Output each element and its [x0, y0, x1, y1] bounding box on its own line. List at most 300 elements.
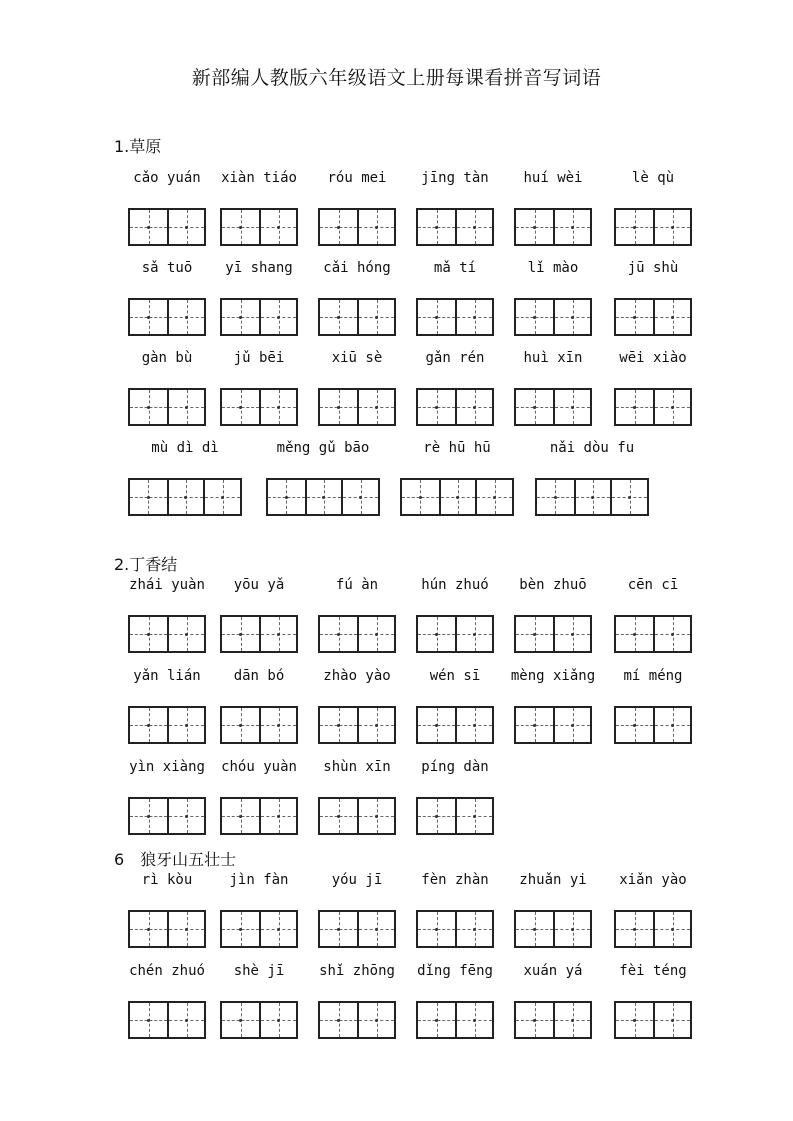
- pinyin-label: gǎn rén: [425, 350, 485, 366]
- center-dot: [633, 633, 636, 636]
- character-cell[interactable]: [357, 390, 394, 424]
- center-dot: [473, 1019, 476, 1022]
- center-dot: [435, 815, 438, 818]
- character-cell[interactable]: [222, 390, 259, 424]
- character-cell[interactable]: [455, 1003, 492, 1037]
- center-dot: [337, 633, 340, 636]
- character-cell[interactable]: [222, 708, 259, 742]
- character-cell[interactable]: [653, 390, 690, 424]
- character-cell[interactable]: [320, 390, 357, 424]
- character-cell[interactable]: [653, 210, 690, 244]
- section-heading: 2.丁香结: [114, 555, 178, 574]
- center-dot: [185, 815, 188, 818]
- writing-grid[interactable]: [416, 706, 494, 744]
- center-dot: [473, 316, 476, 319]
- character-cell[interactable]: [455, 390, 492, 424]
- pinyin-label: xuán yá: [523, 963, 583, 979]
- pinyin-label: cǎi hóng: [323, 260, 391, 276]
- character-cell[interactable]: [537, 480, 574, 514]
- writing-grid[interactable]: [128, 208, 206, 246]
- character-cell[interactable]: [455, 210, 492, 244]
- center-dot: [375, 1019, 378, 1022]
- writing-grid[interactable]: [514, 388, 592, 426]
- pinyin-label: yìn xiàng: [129, 759, 205, 775]
- center-dot: [375, 226, 378, 229]
- pinyin-label: hún zhuó: [421, 577, 489, 593]
- center-dot: [337, 406, 340, 409]
- character-cell[interactable]: [320, 1003, 357, 1037]
- center-dot: [473, 633, 476, 636]
- pinyin-label: fú àn: [335, 577, 379, 593]
- center-dot: [147, 226, 150, 229]
- center-dot: [533, 1019, 536, 1022]
- pinyin-label: sǎ tuō: [141, 260, 193, 276]
- character-cell[interactable]: [130, 912, 167, 946]
- center-dot: [533, 724, 536, 727]
- center-dot: [633, 406, 636, 409]
- center-dot: [239, 815, 242, 818]
- character-cell[interactable]: [167, 1003, 204, 1037]
- center-dot: [435, 226, 438, 229]
- pinyin-label: shè jī: [233, 963, 285, 979]
- character-cell[interactable]: [516, 708, 553, 742]
- center-dot: [239, 316, 242, 319]
- character-cell[interactable]: [320, 912, 357, 946]
- character-cell[interactable]: [653, 912, 690, 946]
- character-cell[interactable]: [653, 300, 690, 334]
- writing-grid[interactable]: [416, 797, 494, 835]
- character-cell[interactable]: [320, 708, 357, 742]
- character-cell[interactable]: [553, 617, 590, 651]
- character-cell[interactable]: [130, 1003, 167, 1037]
- center-dot: [571, 316, 574, 319]
- center-dot: [239, 406, 242, 409]
- writing-grid[interactable]: [416, 910, 494, 948]
- writing-grid[interactable]: [128, 298, 206, 336]
- center-dot: [239, 928, 242, 931]
- pinyin-label: zhuǎn yi: [519, 872, 587, 888]
- writing-grid[interactable]: [416, 298, 494, 336]
- pinyin-label: jìn fàn: [229, 872, 289, 888]
- character-cell[interactable]: [259, 210, 296, 244]
- character-cell[interactable]: [455, 300, 492, 334]
- character-cell[interactable]: [222, 1003, 259, 1037]
- writing-grid[interactable]: [318, 615, 396, 653]
- pinyin-label: wēi xiào: [619, 350, 687, 366]
- writing-grid[interactable]: [220, 298, 298, 336]
- pinyin-label: mǎ tí: [433, 260, 477, 276]
- center-dot: [554, 496, 557, 499]
- character-cell[interactable]: [259, 1003, 296, 1037]
- pinyin-label: jū shù: [627, 260, 679, 276]
- character-cell[interactable]: [402, 480, 439, 514]
- writing-grid[interactable]: [220, 615, 298, 653]
- writing-grid[interactable]: [220, 208, 298, 246]
- center-dot: [147, 724, 150, 727]
- character-cell[interactable]: [130, 480, 167, 514]
- center-dot: [375, 633, 378, 636]
- center-dot: [239, 633, 242, 636]
- writing-grid[interactable]: [318, 388, 396, 426]
- character-cell[interactable]: [516, 617, 553, 651]
- writing-grid[interactable]: [220, 706, 298, 744]
- writing-grid[interactable]: [318, 1001, 396, 1039]
- character-cell[interactable]: [167, 799, 204, 833]
- character-cell[interactable]: [203, 480, 240, 514]
- writing-grid[interactable]: [514, 1001, 592, 1039]
- writing-grid[interactable]: [416, 388, 494, 426]
- writing-grid[interactable]: [128, 478, 242, 516]
- character-cell[interactable]: [418, 912, 455, 946]
- writing-grid[interactable]: [220, 910, 298, 948]
- center-dot: [671, 1019, 674, 1022]
- pinyin-label: dān bó: [233, 668, 285, 684]
- center-dot: [277, 226, 280, 229]
- center-dot: [633, 928, 636, 931]
- center-dot: [337, 1019, 340, 1022]
- center-dot: [671, 928, 674, 931]
- character-cell[interactable]: [475, 480, 512, 514]
- character-cell[interactable]: [616, 390, 653, 424]
- pinyin-label: mù dì dì: [151, 440, 219, 456]
- character-cell[interactable]: [616, 300, 653, 334]
- center-dot: [633, 724, 636, 727]
- character-cell[interactable]: [516, 210, 553, 244]
- character-cell[interactable]: [357, 617, 394, 651]
- writing-grid[interactable]: [514, 615, 592, 653]
- center-dot: [375, 406, 378, 409]
- character-cell[interactable]: [130, 390, 167, 424]
- character-cell[interactable]: [653, 617, 690, 651]
- pinyin-label: bèn zhuō: [519, 577, 587, 593]
- writing-grid[interactable]: [400, 478, 514, 516]
- center-dot: [633, 1019, 636, 1022]
- character-cell[interactable]: [357, 708, 394, 742]
- character-cell[interactable]: [305, 480, 342, 514]
- center-dot: [185, 633, 188, 636]
- character-cell[interactable]: [259, 912, 296, 946]
- pinyin-label: shùn xīn: [323, 759, 391, 775]
- center-dot: [473, 928, 476, 931]
- character-cell[interactable]: [167, 300, 204, 334]
- pinyin-label: róu mei: [327, 170, 387, 186]
- pinyin-label: chén zhuó: [129, 963, 205, 979]
- writing-grid[interactable]: [614, 1001, 692, 1039]
- character-cell[interactable]: [357, 210, 394, 244]
- writing-grid[interactable]: [514, 298, 592, 336]
- center-dot: [633, 316, 636, 319]
- character-cell[interactable]: [320, 300, 357, 334]
- character-cell[interactable]: [516, 390, 553, 424]
- pinyin-label: cǎo yuán: [133, 170, 201, 186]
- character-cell[interactable]: [341, 480, 378, 514]
- writing-grid[interactable]: [220, 1001, 298, 1039]
- character-cell[interactable]: [616, 210, 653, 244]
- character-cell[interactable]: [167, 480, 204, 514]
- character-cell[interactable]: [222, 912, 259, 946]
- character-cell[interactable]: [259, 390, 296, 424]
- writing-grid[interactable]: [266, 478, 380, 516]
- character-cell[interactable]: [418, 300, 455, 334]
- writing-grid[interactable]: [416, 1001, 494, 1039]
- writing-grid[interactable]: [128, 615, 206, 653]
- section-heading: 6 狼牙山五壮士: [114, 850, 237, 869]
- pinyin-label: yǎn lián: [133, 668, 201, 684]
- character-cell[interactable]: [553, 390, 590, 424]
- center-dot: [277, 316, 280, 319]
- writing-grid[interactable]: [514, 208, 592, 246]
- pinyin-label: shǐ zhōng: [319, 963, 395, 979]
- center-dot: [633, 226, 636, 229]
- center-dot: [239, 226, 242, 229]
- character-cell[interactable]: [259, 799, 296, 833]
- writing-grid[interactable]: [535, 478, 649, 516]
- character-cell[interactable]: [222, 617, 259, 651]
- center-dot: [533, 226, 536, 229]
- character-cell[interactable]: [259, 708, 296, 742]
- writing-grid[interactable]: [318, 706, 396, 744]
- center-dot: [671, 406, 674, 409]
- writing-grid[interactable]: [128, 797, 206, 835]
- center-dot: [493, 496, 496, 499]
- character-cell[interactable]: [130, 300, 167, 334]
- center-dot: [533, 406, 536, 409]
- center-dot: [147, 928, 150, 931]
- center-dot: [277, 928, 280, 931]
- center-dot: [277, 815, 280, 818]
- character-cell[interactable]: [616, 708, 653, 742]
- center-dot: [571, 1019, 574, 1022]
- writing-grid[interactable]: [318, 797, 396, 835]
- writing-grid[interactable]: [318, 910, 396, 948]
- character-cell[interactable]: [259, 300, 296, 334]
- center-dot: [375, 815, 378, 818]
- character-cell[interactable]: [167, 708, 204, 742]
- character-cell[interactable]: [222, 210, 259, 244]
- center-dot: [277, 724, 280, 727]
- character-cell[interactable]: [130, 617, 167, 651]
- center-dot: [473, 724, 476, 727]
- writing-grid[interactable]: [318, 298, 396, 336]
- center-dot: [671, 633, 674, 636]
- character-cell[interactable]: [357, 912, 394, 946]
- character-cell[interactable]: [418, 390, 455, 424]
- character-cell[interactable]: [616, 1003, 653, 1037]
- pinyin-label: fèn zhàn: [421, 872, 489, 888]
- character-cell[interactable]: [516, 912, 553, 946]
- writing-grid[interactable]: [614, 910, 692, 948]
- writing-grid[interactable]: [220, 388, 298, 426]
- center-dot: [285, 496, 288, 499]
- center-dot: [571, 633, 574, 636]
- pinyin-label: píng dàn: [421, 759, 489, 775]
- center-dot: [628, 496, 631, 499]
- character-cell[interactable]: [455, 708, 492, 742]
- center-dot: [473, 815, 476, 818]
- pinyin-label: huí wèi: [523, 170, 583, 186]
- pinyin-label: lǐ mào: [527, 260, 579, 276]
- center-dot: [375, 724, 378, 727]
- center-dot: [185, 226, 188, 229]
- center-dot: [221, 496, 224, 499]
- center-dot: [239, 1019, 242, 1022]
- character-cell[interactable]: [455, 617, 492, 651]
- character-cell[interactable]: [455, 799, 492, 833]
- character-cell[interactable]: [167, 912, 204, 946]
- pinyin-label: huì xīn: [523, 350, 583, 366]
- center-dot: [337, 928, 340, 931]
- pinyin-label: lè qù: [631, 170, 675, 186]
- center-dot: [239, 724, 242, 727]
- character-cell[interactable]: [553, 708, 590, 742]
- center-dot: [435, 724, 438, 727]
- writing-grid[interactable]: [128, 910, 206, 948]
- pinyin-label: xiū sè: [331, 350, 383, 366]
- pinyin-label: nǎi dòu fu: [549, 440, 635, 456]
- writing-grid[interactable]: [220, 797, 298, 835]
- center-dot: [337, 226, 340, 229]
- center-dot: [147, 633, 150, 636]
- pinyin-label: yī shang: [225, 260, 293, 276]
- page-title: 新部编人教版六年级语文上册每课看拼音写词语: [191, 67, 602, 89]
- character-cell[interactable]: [418, 708, 455, 742]
- pinyin-label: rè hū hū: [423, 440, 491, 456]
- center-dot: [571, 406, 574, 409]
- character-cell[interactable]: [574, 480, 611, 514]
- character-cell[interactable]: [130, 799, 167, 833]
- character-cell[interactable]: [320, 210, 357, 244]
- center-dot: [337, 815, 340, 818]
- center-dot: [435, 633, 438, 636]
- center-dot: [533, 316, 536, 319]
- character-cell[interactable]: [653, 1003, 690, 1037]
- center-dot: [419, 496, 422, 499]
- character-cell[interactable]: [320, 617, 357, 651]
- center-dot: [147, 815, 150, 818]
- center-dot: [435, 316, 438, 319]
- center-dot: [571, 226, 574, 229]
- character-cell[interactable]: [616, 912, 653, 946]
- pinyin-label: jǔ bēi: [233, 350, 285, 366]
- character-cell[interactable]: [616, 617, 653, 651]
- character-cell[interactable]: [268, 480, 305, 514]
- center-dot: [147, 496, 150, 499]
- center-dot: [359, 496, 362, 499]
- character-cell[interactable]: [357, 300, 394, 334]
- pinyin-label: měng gǔ bāo: [276, 440, 370, 456]
- pinyin-label: mí méng: [623, 668, 683, 684]
- center-dot: [671, 724, 674, 727]
- character-cell[interactable]: [418, 617, 455, 651]
- character-cell[interactable]: [653, 708, 690, 742]
- character-cell[interactable]: [553, 912, 590, 946]
- writing-grid[interactable]: [614, 706, 692, 744]
- writing-grid[interactable]: [514, 706, 592, 744]
- character-cell[interactable]: [553, 1003, 590, 1037]
- center-dot: [473, 226, 476, 229]
- pinyin-label: zhái yuàn: [129, 577, 205, 593]
- center-dot: [147, 316, 150, 319]
- center-dot: [435, 928, 438, 931]
- pinyin-label: zhào yào: [323, 668, 391, 684]
- pinyin-label: jīng tàn: [421, 170, 489, 186]
- character-cell[interactable]: [553, 300, 590, 334]
- pinyin-label: rì kòu: [141, 872, 193, 888]
- character-cell[interactable]: [222, 300, 259, 334]
- center-dot: [671, 226, 674, 229]
- center-dot: [533, 928, 536, 931]
- writing-grid[interactable]: [416, 208, 494, 246]
- character-cell[interactable]: [418, 210, 455, 244]
- character-cell[interactable]: [130, 210, 167, 244]
- center-dot: [185, 406, 188, 409]
- writing-grid[interactable]: [614, 208, 692, 246]
- pinyin-label: cēn cī: [627, 577, 679, 593]
- character-cell[interactable]: [130, 708, 167, 742]
- character-cell[interactable]: [167, 210, 204, 244]
- pinyin-label: gàn bù: [141, 350, 193, 366]
- character-cell[interactable]: [357, 799, 394, 833]
- writing-grid[interactable]: [128, 1001, 206, 1039]
- center-dot: [375, 928, 378, 931]
- character-cell[interactable]: [357, 1003, 394, 1037]
- character-cell[interactable]: [222, 799, 259, 833]
- writing-grid[interactable]: [614, 615, 692, 653]
- pinyin-label: yōu yǎ: [233, 577, 285, 593]
- character-cell[interactable]: [320, 799, 357, 833]
- center-dot: [337, 724, 340, 727]
- character-cell[interactable]: [259, 617, 296, 651]
- writing-grid[interactable]: [614, 388, 692, 426]
- writing-grid[interactable]: [128, 706, 206, 744]
- center-dot: [435, 1019, 438, 1022]
- pinyin-label: mèng xiǎng: [510, 668, 596, 684]
- pinyin-label: fèi téng: [619, 963, 687, 979]
- center-dot: [185, 928, 188, 931]
- center-dot: [337, 316, 340, 319]
- center-dot: [473, 406, 476, 409]
- center-dot: [571, 724, 574, 727]
- character-cell[interactable]: [516, 1003, 553, 1037]
- writing-grid[interactable]: [318, 208, 396, 246]
- writing-grid[interactable]: [416, 615, 494, 653]
- center-dot: [277, 1019, 280, 1022]
- center-dot: [671, 316, 674, 319]
- center-dot: [571, 928, 574, 931]
- character-cell[interactable]: [455, 912, 492, 946]
- character-cell[interactable]: [439, 480, 476, 514]
- writing-grid[interactable]: [514, 910, 592, 948]
- character-cell[interactable]: [167, 617, 204, 651]
- character-cell[interactable]: [167, 390, 204, 424]
- pinyin-label: dǐng fēng: [417, 963, 493, 979]
- pinyin-label: xiǎn yào: [619, 872, 687, 888]
- center-dot: [147, 1019, 150, 1022]
- character-cell[interactable]: [418, 1003, 455, 1037]
- character-cell[interactable]: [516, 300, 553, 334]
- character-cell[interactable]: [418, 799, 455, 833]
- center-dot: [277, 406, 280, 409]
- center-dot: [375, 316, 378, 319]
- writing-grid[interactable]: [614, 298, 692, 336]
- character-cell[interactable]: [610, 480, 647, 514]
- character-cell[interactable]: [553, 210, 590, 244]
- writing-grid[interactable]: [128, 388, 206, 426]
- center-dot: [147, 406, 150, 409]
- center-dot: [185, 724, 188, 727]
- center-dot: [185, 316, 188, 319]
- center-dot: [435, 406, 438, 409]
